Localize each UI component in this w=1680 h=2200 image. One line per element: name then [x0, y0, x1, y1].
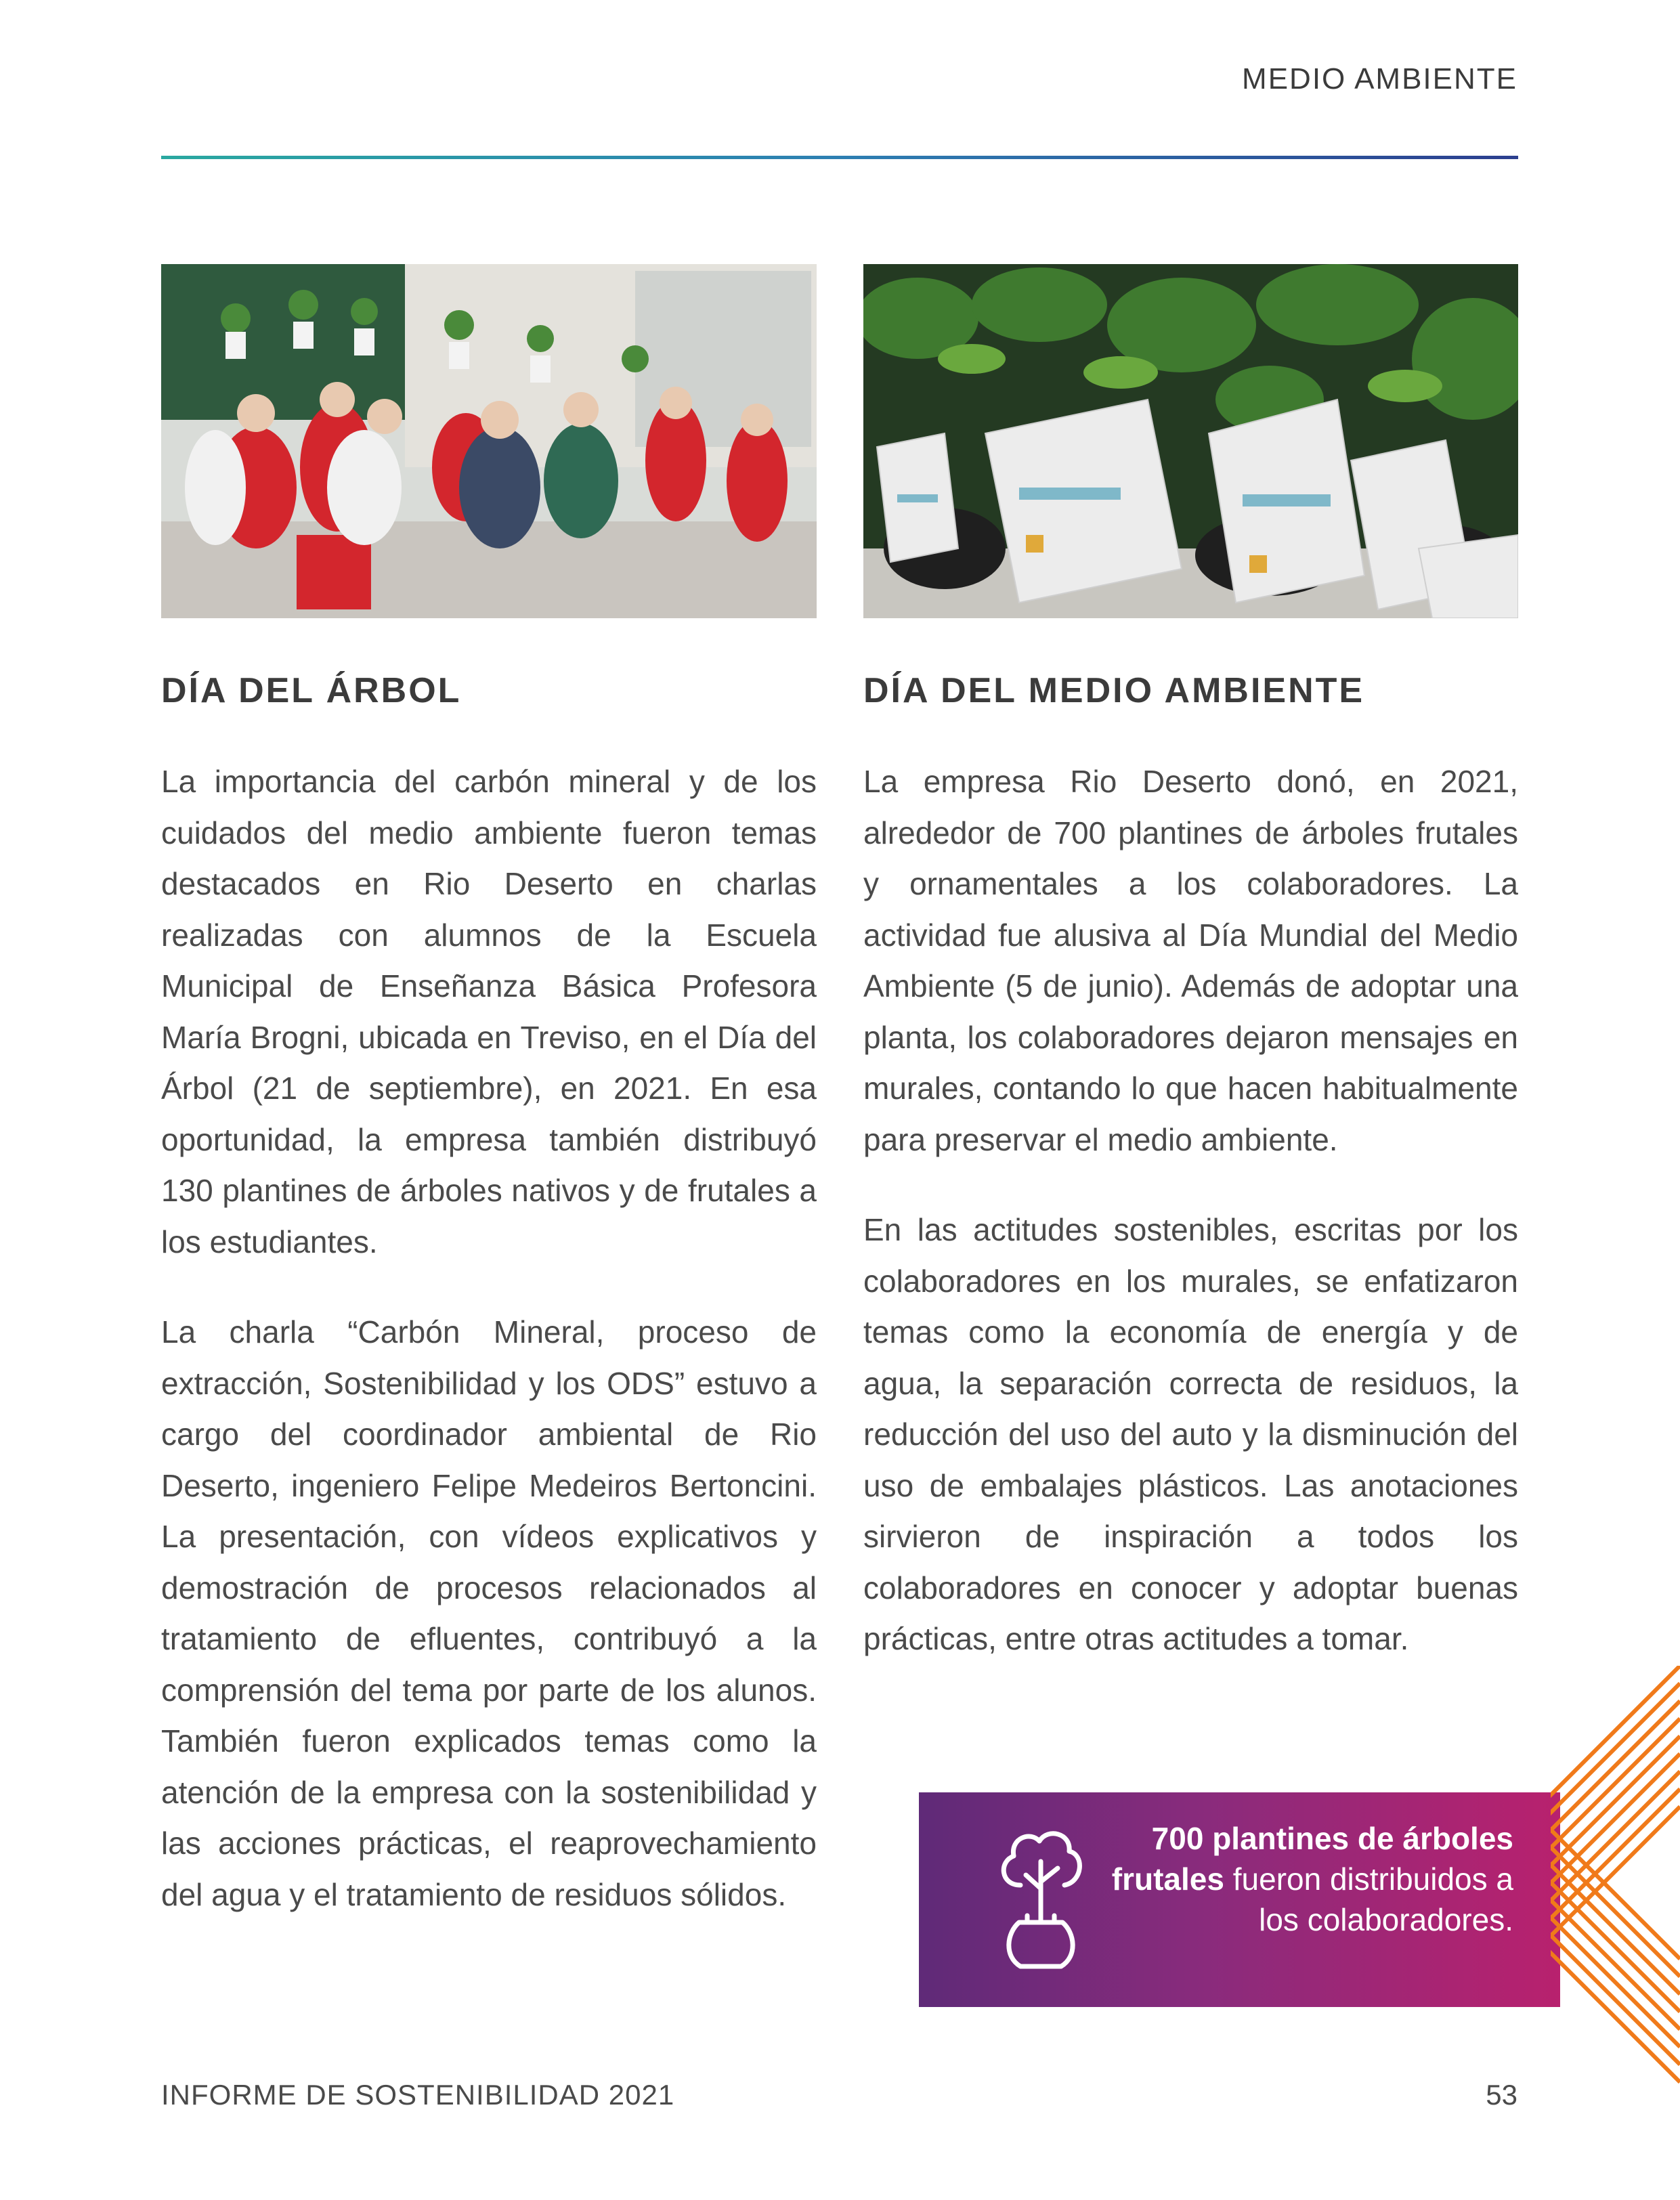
header-divider — [161, 156, 1518, 159]
left-paragraph-2: La charla “Carbón Mineral, proceso de extracción, Sostenibilidad y los ODS” estuvo a cargo del coordinador ambiental de Rio Deserto, ingeniero Felipe Medeiros Bertoncini. La presentación, con vídeos explicativos y demostración de procesos relacionados al tratamiento de efluentes, contribuyó a la comprensión del tema por parte de los alunos. También fueron explicados temas como la atención de la empresa con la sostenibilidad y las acciones prácticas, el reaprovechamiento del agua y el tratamiento de residuos sólidos. — [161, 1314, 817, 1912]
section-header: MEDIO AMBIENTE — [1242, 62, 1517, 95]
left-section-title: DÍA DEL ÁRBOL — [161, 671, 462, 710]
page-number: 53 — [1486, 2079, 1517, 2111]
right-section-title: DÍA DEL MEDIO AMBIENTE — [863, 671, 1365, 710]
left-column — [161, 667, 817, 1920]
highlight-callout — [919, 1792, 1560, 2007]
right-paragraph-1: La empresa Rio Deserto donó, en 2021, alrededor de 700 plantines de árboles frutales y ornamentales a los colaboradores. La actividad fue alusiva al Día Mundial del Medio Ambiente (5 de junio). Además de adoptar una planta, los colaboradores dejaron mensajes en murales, contando lo que hacen habitualmente para preservar el medio ambiente. — [863, 764, 1518, 1157]
highlight-rest-text: fueron distribuidos a los colaboradores. — [1224, 1861, 1513, 1937]
students-holding-plants-photo — [161, 264, 817, 618]
seedlings-with-cards-photo — [863, 264, 1518, 618]
highlight-text — [1107, 1818, 1513, 1940]
left-paragraph-1: La importancia del carbón mineral y de los cuidados del medio ambiente fueron temas destacados en Rio Deserto en charlas realizadas con alumnos de la Escuela Municipal de Enseñanza Básica Profesora María Brogni, ubicada en Treviso, en el Día del Árbol (21 de septiembre), en 2021. En esa oportunidad, la empresa también distribuyó 130 plantines de árboles nativos y de frutales a los estudiantes. — [161, 764, 817, 1259]
right-paragraph-2: En las actitudes sostenibles, escritas por los colaboradores en los murales, se enfatizaron temas como la economía de energía y de agua, la separación correcta de residuos, la reducción del uso del auto y la disminución del uso de embalajes plásticos. Las anotaciones sirvieron de inspiración a todos los colaboradores en conocer y adoptar buenas prácticas, entre otras actitudes a tomar. — [863, 1212, 1518, 1656]
highlight-bold-text: 700 plantines de árboles frutales — [1111, 1821, 1513, 1897]
footer-report-title: INFORME DE SOSTENIBILIDAD 2021 — [161, 2079, 675, 2111]
decorative-stripes — [1551, 1666, 1680, 2086]
tree-pot-icon — [993, 1821, 1088, 1977]
right-column — [863, 667, 1518, 1665]
